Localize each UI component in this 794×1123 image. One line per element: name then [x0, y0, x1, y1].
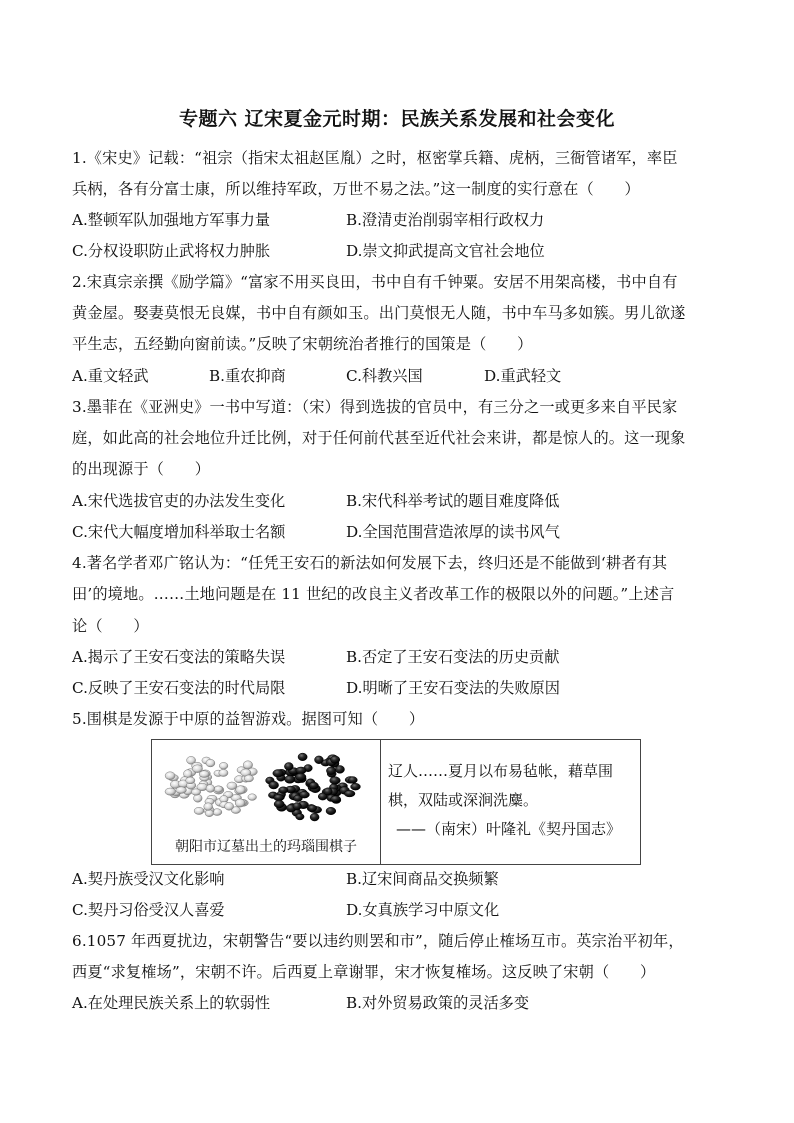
go-stone [308, 805, 317, 812]
figure-caption: 朝阳市辽墓出土的玛瑙围棋子 [175, 839, 357, 855]
go-stone [310, 813, 319, 821]
go-stone [348, 777, 357, 784]
go-stone [214, 786, 223, 792]
go-stone [176, 787, 187, 794]
question-4-line-1: 4.著名学者邓广铭认为：“任凭王安石的新法如何发展下去，终归还是不能做到‘耕者有其 [72, 554, 668, 572]
go-stone [335, 766, 344, 774]
figure-quote-source: ——（南宋）叶隆礼《契丹国志》 [396, 820, 622, 838]
question-2-line-3: 平生志，五经勤向窗前读。”反映了宋朝统治者推行的国策是（ ） [72, 335, 533, 353]
question-4-line-2: 田’的境地。……土地问题是在 11 世纪的改良主义者改革工作的极限以外的问题。”上述言 [72, 585, 675, 603]
go-stone [309, 782, 318, 789]
question-3-line-3: 的出现源于（ ） [72, 460, 211, 478]
go-stone [330, 756, 339, 763]
go-stone [244, 775, 253, 782]
go-stone [236, 786, 246, 794]
go-stone [285, 776, 295, 784]
question-6-line-2: 西夏“求复榷场”，宋朝不许。后西夏上章谢罪，宋才恢复榷场。这反映了宋朝（ ） [72, 963, 656, 981]
question-5-option-b: B.辽宋间商品交换频繁 [346, 870, 499, 888]
go-stone [219, 762, 228, 769]
question-1-line-2: 兵柄，各有分富士康，所以维持军政，万世不易之法。”这一制度的实行意在（ ） [72, 180, 640, 198]
question-4-option-c: C.反映了王安石变法的时代局限 [72, 679, 286, 697]
go-stone [295, 773, 306, 780]
question-2-line-1: 2.宋真宗亲撰《励学篇》“富家不用买良田，书中自有千钟粟。安居不用架高楼，书中自有 [72, 273, 678, 291]
go-stone [279, 787, 288, 794]
page-title: 专题六 辽宋夏金元时期：民族关系发展和社会变化 [178, 108, 616, 130]
figure-quote-line-1: 辽人……夏月以布易毡帐，藉草围 [388, 762, 614, 780]
question-1-option-d: D.崇文抑武提高文官社会地位 [346, 242, 545, 260]
go-stone [344, 790, 355, 797]
question-3-line-1: 3.墨菲在《亚洲史》一书中写道：（宋）得到选拔的官员中，有三分之一或更多来自平民家 [72, 398, 678, 416]
go-stone [326, 767, 335, 775]
question-4-line-3: 论（ ） [72, 617, 149, 635]
question-5-figure [151, 739, 641, 865]
question-5-option-d: D.女真族学习中原文化 [346, 901, 500, 919]
question-2-line-2: 黄金屋。娶妻莫恨无良媒，书中自有颜如玉。出门莫恨无人随，书中车马多如簇。男儿欲遂 [72, 304, 686, 322]
go-stone [191, 789, 200, 795]
go-stone [296, 814, 304, 820]
go-stone [293, 803, 302, 810]
question-5-option-a: A.契丹族受汉文化影响 [72, 870, 225, 888]
go-stone [331, 796, 341, 803]
go-stone [165, 788, 176, 795]
question-4-option-a: A.揭示了王安石变法的策略失误 [72, 648, 286, 666]
go-stone [274, 794, 284, 801]
figure-image-panel [152, 740, 381, 864]
question-3-line-2: 庭，如此高的社会地位升迁比例，对于任何前代甚至近代社会来讲，都是惊人的。这一现象 [72, 429, 686, 447]
question-1-option-b: B.澄清吏治削弱宰相行政权力 [346, 211, 545, 229]
question-1-line-1: 1.《宋史》记载：“祖宗（指宋太祖赵匡胤）之时，枢密掌兵籍、虎柄，三衙管诸军，率臣 [72, 149, 678, 167]
go-stone [326, 807, 336, 814]
question-6-line-1: 6.1057 年西夏扰边，宋朝警告“要以违约则罢和市”，随后停止榷场互市。英宗治平初年， [72, 932, 684, 950]
question-3-option-a: A.宋代选拔官吏的办法发生变化 [72, 492, 286, 510]
go-stone [206, 759, 215, 767]
go-stone [204, 803, 213, 811]
go-stone [199, 771, 209, 778]
go-stone [205, 810, 213, 817]
question-2-option-a: A.重文轻武 [72, 367, 149, 385]
go-stone [269, 781, 279, 789]
go-stone [273, 770, 284, 778]
question-6-option-b: B.对外贸易政策的灵活多变 [346, 994, 530, 1012]
question-3-option-d: D.全国范围营造浓厚的读书风气 [346, 523, 560, 541]
question-3-option-c: C.宋代大幅度增加科举取士名额 [72, 523, 286, 541]
go-stone [243, 761, 252, 769]
go-stone [299, 791, 309, 798]
go-stone [194, 794, 203, 802]
go-stone [351, 783, 361, 790]
question-2-option-b: B.重农抑商 [209, 367, 286, 385]
figure-quote-line-2: 棋，双陆或深涧洗麋。 [388, 791, 539, 809]
go-stone [284, 763, 293, 771]
question-1-option-a: A.整顿军队加强地方军事力量 [72, 211, 271, 229]
question-6-option-a: A.在处理民族关系上的软弱性 [72, 994, 271, 1012]
go-stone [274, 800, 284, 808]
go-stone [165, 772, 175, 780]
question-1-option-c: C.分权设职防止武将权力肿胀 [72, 242, 271, 260]
question-2-option-d: D.重武轻文 [484, 367, 562, 385]
question-4-option-d: D.明晰了王安石变法的失败原因 [346, 679, 560, 697]
go-stone [225, 802, 234, 810]
go-stone [298, 753, 307, 761]
go-stone [206, 785, 215, 793]
go-stone [248, 794, 257, 801]
go-stone [315, 756, 324, 764]
question-3-option-b: B.宋代科举考试的题目难度降低 [346, 492, 560, 510]
go-stones-image [152, 740, 380, 832]
go-stone [186, 777, 195, 784]
black-stones-pile [266, 753, 361, 821]
go-stone [219, 769, 228, 776]
go-stone [194, 807, 204, 814]
white-stones-pile [165, 756, 257, 816]
question-5-line-1: 5.围棋是发源于中原的益智游戏。据图可知（ ） [72, 710, 425, 728]
go-stone [227, 782, 237, 790]
go-stone [330, 777, 341, 785]
go-stone [235, 799, 245, 807]
question-2-option-c: C.科教兴国 [346, 367, 423, 385]
go-stone [296, 767, 306, 774]
go-stone [324, 788, 333, 795]
question-4-option-b: B.否定了王安石变法的历史贡献 [346, 648, 560, 666]
question-5-option-c: C.契丹习俗受汉人喜爱 [72, 901, 225, 919]
